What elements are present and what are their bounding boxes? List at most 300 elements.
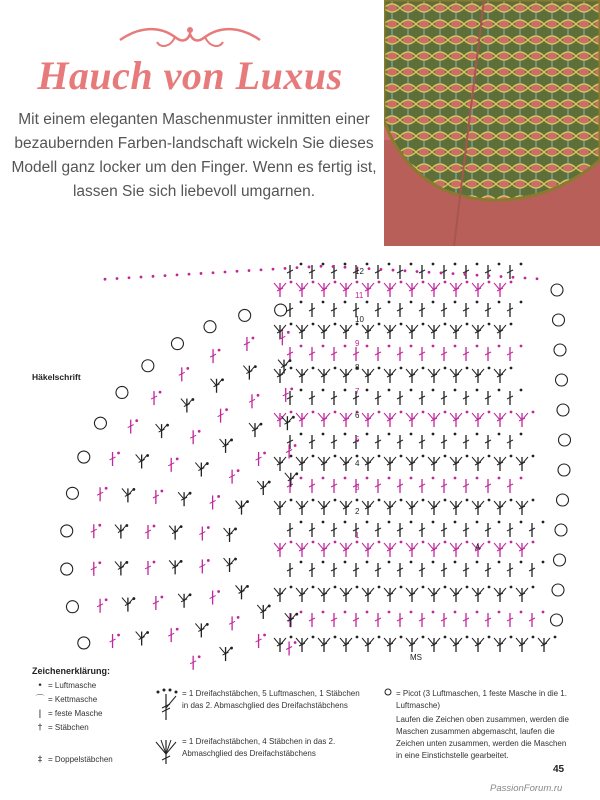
chain-dot: [218, 349, 221, 352]
stitch-fan: [368, 588, 374, 595]
chain-dot: [404, 269, 407, 272]
chain-dot: [498, 433, 501, 436]
start-marker: A: [475, 543, 481, 552]
chart-label: Häkelschrift: [32, 372, 81, 382]
chain-dot: [312, 499, 315, 502]
chain-dot: [290, 586, 293, 589]
chain-dot: [422, 411, 425, 414]
stitch-fan: [362, 369, 368, 376]
chain-dot: [378, 323, 381, 326]
chain-dot: [444, 455, 447, 458]
chain-dot: [322, 477, 325, 480]
stitch-fan: [384, 283, 390, 290]
stitch-fan: [195, 463, 201, 470]
chain-dot: [180, 525, 183, 528]
chain-dot: [176, 273, 179, 276]
chain-dot: [287, 331, 290, 334]
stitch-fan: [368, 413, 374, 420]
chain-dot: [366, 433, 369, 436]
chain-dot: [322, 521, 325, 524]
stitch-fan: [169, 526, 175, 533]
stitch-fan: [390, 588, 396, 595]
stitch-fan: [494, 369, 500, 376]
picot: [553, 314, 565, 326]
stitch-fan: [296, 501, 302, 508]
legend-combos: [152, 688, 362, 768]
stitch-fan: [406, 588, 412, 595]
chain-dot: [512, 276, 515, 279]
chain-dot: [125, 524, 128, 527]
picot: [554, 344, 566, 356]
chain-dot: [260, 268, 263, 271]
chain-dot: [410, 433, 413, 436]
chain-dot: [554, 636, 557, 639]
stitch-fan: [450, 413, 456, 420]
stitch-fan: [280, 325, 286, 332]
stitch-fan: [384, 543, 390, 550]
stitch-fan: [434, 457, 440, 464]
chain-dot: [454, 301, 457, 304]
chain-dot: [189, 492, 192, 495]
stitch-fan: [318, 413, 324, 420]
stitch-fan: [340, 325, 346, 332]
stitch-fan: [346, 325, 352, 332]
chain-dot: [510, 499, 513, 502]
chain-dot: [160, 596, 163, 599]
legend-title: Zeichenerklärung:: [32, 666, 111, 676]
stitch-fan: [494, 283, 500, 290]
chain-dot: [510, 411, 513, 414]
stitch-fan: [478, 638, 484, 645]
chain-dot: [432, 263, 435, 266]
stitch-fan: [516, 413, 522, 420]
stitch-fan: [362, 543, 368, 550]
chain-dot: [322, 561, 325, 564]
chain-dot: [476, 263, 479, 266]
stitch-fan: [478, 457, 484, 464]
chain-dot: [520, 433, 523, 436]
stitch-fan: [390, 457, 396, 464]
chain-dot: [388, 611, 391, 614]
chain-dot: [105, 598, 108, 601]
chain-dot: [432, 521, 435, 524]
chain-dot: [312, 586, 315, 589]
stitch-fan: [406, 638, 412, 645]
stitch-fan: [390, 325, 396, 332]
picot: [204, 321, 216, 333]
picot: [556, 374, 568, 386]
stitch-fan: [243, 366, 249, 373]
stitch-fan: [302, 588, 308, 595]
chain-dot: [432, 561, 435, 564]
stitch-fan: [428, 457, 434, 464]
chain-dot: [290, 367, 293, 370]
stitch-fan: [340, 638, 346, 645]
stitch-fan: [516, 543, 522, 550]
stitch-fan: [302, 325, 308, 332]
chain-dot: [116, 277, 119, 280]
chain-dot: [498, 389, 501, 392]
stitch-fan: [296, 457, 302, 464]
stitch-fan: [346, 413, 352, 420]
picot: [66, 601, 78, 613]
chain-dot: [132, 488, 135, 491]
chain-dot: [366, 561, 369, 564]
picot: [555, 524, 567, 536]
stitch-fan: [434, 543, 440, 550]
stitch-fan: [274, 638, 280, 645]
stitch-fan: [406, 325, 412, 332]
picot: [239, 309, 251, 321]
chain-dot: [400, 586, 403, 589]
chain-dot: [466, 367, 469, 370]
chain-dot: [410, 345, 413, 348]
chain-dot: [300, 389, 303, 392]
chain-dot: [488, 323, 491, 326]
chain-dot: [334, 499, 337, 502]
chain-dot: [164, 274, 167, 277]
chain-dot: [378, 636, 381, 639]
stitch-fan: [362, 588, 368, 595]
chain-dot: [454, 521, 457, 524]
chain-dot: [444, 636, 447, 639]
stitch-fan: [324, 638, 330, 645]
chain-dot: [198, 655, 201, 658]
stitch-fan: [274, 588, 280, 595]
stitch-fan: [181, 399, 187, 406]
stitch-fan: [472, 413, 478, 420]
picot: [275, 304, 287, 316]
chain-dot: [454, 611, 457, 614]
stitch-fan: [122, 488, 128, 495]
stitch-fan: [434, 588, 440, 595]
stitch-fan: [412, 413, 418, 420]
chain-dot: [246, 585, 249, 588]
chain-dot: [98, 561, 101, 564]
stitch-fan: [406, 501, 412, 508]
chain-dot: [334, 541, 337, 544]
chain-dot: [388, 389, 391, 392]
chain-dot: [236, 270, 239, 273]
chain-dot: [422, 281, 425, 284]
chain-dot: [356, 281, 359, 284]
chain-dot: [520, 561, 523, 564]
chain-dot: [189, 593, 192, 596]
chain-dot: [432, 389, 435, 392]
picot: [78, 637, 90, 649]
stitch-fan: [136, 454, 142, 461]
round-number: 8: [355, 363, 360, 372]
stitch-fan: [456, 457, 462, 464]
chain-dot: [498, 611, 501, 614]
chain-dot: [476, 477, 479, 480]
stitch-fan: [324, 369, 330, 376]
chain-dot: [146, 454, 149, 457]
chain-dot: [532, 586, 535, 589]
legend-item-slip: ⌒ = Kettmasche: [32, 694, 152, 706]
stitch-fan: [434, 325, 440, 332]
stitch-fan: [450, 325, 456, 332]
stitch-fan: [500, 369, 506, 376]
chain-dot: [356, 499, 359, 502]
chain-dot: [388, 477, 391, 480]
stitch-fan: [384, 457, 390, 464]
chain-dot: [344, 263, 347, 266]
stitch-fan: [544, 638, 550, 645]
stitch-fan: [346, 369, 352, 376]
picot: [552, 584, 564, 596]
chain-dot: [422, 367, 425, 370]
chain-dot: [388, 301, 391, 304]
chain-dot: [400, 541, 403, 544]
watermark: PassionForum.ru: [490, 783, 563, 794]
chain-dot: [257, 394, 260, 397]
slip-stitch-icon: ⌒: [35, 695, 45, 705]
chain-dot: [153, 525, 156, 528]
chain-dot: [166, 424, 169, 427]
picot: [171, 338, 183, 350]
stitch-fan: [412, 501, 418, 508]
chain-dot: [466, 499, 469, 502]
stitch-fan: [522, 543, 528, 550]
chain-dot: [542, 611, 545, 614]
chain-dot: [344, 389, 347, 392]
stitch-fan: [450, 638, 456, 645]
stitch-fan: [412, 369, 418, 376]
stitch-fan: [122, 598, 128, 605]
chain-dot: [510, 367, 513, 370]
chain-dot: [320, 265, 323, 268]
crochet-chart: [45, 250, 585, 670]
chain-dot: [322, 301, 325, 304]
chain-dot: [225, 408, 228, 411]
chain-dot: [488, 541, 491, 544]
chain-dot: [263, 634, 266, 637]
chain-dot: [294, 444, 297, 447]
chain-dot: [378, 367, 381, 370]
stitch-fan: [434, 369, 440, 376]
chain-dot: [378, 499, 381, 502]
chain-dot: [290, 455, 293, 458]
chain-dot: [312, 455, 315, 458]
stitch-fan: [522, 457, 528, 464]
chain-dot: [207, 526, 210, 529]
stitch-fan: [478, 283, 484, 290]
stitch-fan: [500, 588, 506, 595]
chain-dot: [444, 281, 447, 284]
chain-dot: [300, 433, 303, 436]
chain-dot: [422, 636, 425, 639]
stitch-fan: [368, 325, 374, 332]
stitch-fan: [434, 283, 440, 290]
chain-dot: [334, 367, 337, 370]
chain-dot: [300, 521, 303, 524]
picot-icon: [380, 688, 396, 700]
chain-dot: [268, 481, 271, 484]
chain-dot: [312, 367, 315, 370]
chain-dot: [125, 561, 128, 564]
chain-dot: [454, 263, 457, 266]
chain-dot: [432, 477, 435, 480]
chain-dot: [488, 455, 491, 458]
chain-dot: [454, 477, 457, 480]
stitch-fan: [346, 588, 352, 595]
chain-dot: [410, 477, 413, 480]
round-number: 10: [355, 315, 364, 324]
stitch-fan: [450, 501, 456, 508]
chain-dot: [400, 281, 403, 284]
stitch-fan: [280, 457, 286, 464]
stitch-fan: [500, 543, 506, 550]
single-crochet-icon: ǀ: [38, 709, 42, 719]
shawl-photo: [384, 0, 600, 246]
stitch-fan: [178, 594, 184, 601]
stitch-fan: [500, 638, 506, 645]
stitch-fan: [522, 501, 528, 508]
chain-dot: [294, 641, 297, 644]
chain-dot: [432, 345, 435, 348]
chain-dot: [246, 500, 249, 503]
chain-dot: [410, 389, 413, 392]
stitch-fan: [340, 369, 346, 376]
stitch-fan: [274, 283, 280, 290]
chain-dot: [520, 389, 523, 392]
chain-dot: [334, 411, 337, 414]
stitch-fan: [368, 638, 374, 645]
stitch-fan: [516, 501, 522, 508]
chain-dot: [198, 430, 201, 433]
stitch-fan: [302, 543, 308, 550]
stitch-fan: [302, 413, 308, 420]
intro-text: Mit einem eleganten Maschenmuster inmitten einer bezaubernden Farben-landschaft wickeln Sie dieses Modell ganz locker um den Finger. Wenn es fertig ist, lassen Sie sich liebevoll umgarnen.: [11, 111, 377, 200]
stitch-fan: [324, 283, 330, 290]
chain-dot: [312, 281, 315, 284]
chain-dot: [207, 559, 210, 562]
stitch-fan: [456, 501, 462, 508]
chain-dot: [200, 272, 203, 275]
stitch-fan: [236, 585, 242, 592]
chain-dot: [410, 263, 413, 266]
legend-note: Laufen die Zeichen oben zusammen, werden die Maschen zusammen abgemascht, laufen die Zeichen unten zusammen, werden die Maschen in eine Einstichstelle gearbeitet.: [396, 715, 569, 760]
picot: [551, 284, 563, 296]
chain-dot: [488, 274, 491, 277]
stitch-fan: [318, 543, 324, 550]
chain-dot: [476, 433, 479, 436]
picot: [558, 464, 570, 476]
chain-dot: [322, 611, 325, 614]
stitch-fan: [384, 325, 390, 332]
chain-dot: [380, 268, 383, 271]
stitch-fan: [412, 588, 418, 595]
stitch-fan: [280, 501, 286, 508]
chain-dot: [410, 611, 413, 614]
stitch-fan: [318, 283, 324, 290]
round-number: 12: [355, 267, 364, 276]
chain-dot: [378, 541, 381, 544]
chain-dot: [290, 323, 293, 326]
chain-dot: [128, 276, 131, 279]
chain-dot: [237, 469, 240, 472]
chain-dot: [224, 271, 227, 274]
stitch-fan: [456, 588, 462, 595]
chain-dot: [454, 389, 457, 392]
chain-dot: [410, 521, 413, 524]
stitch-fan: [390, 413, 396, 420]
stitch-fan: [494, 588, 500, 595]
chain-dot: [388, 521, 391, 524]
stitch-fan: [224, 558, 230, 565]
stitch-fan: [384, 369, 390, 376]
stitch-fan: [478, 325, 484, 332]
stitch-fan: [384, 501, 390, 508]
round-number: 3: [355, 483, 360, 492]
page-number: 45: [553, 764, 565, 775]
legend-item-treble: ‡ = Doppelstäbchen: [32, 754, 152, 766]
stitch-fan: [340, 457, 346, 464]
round-number: 1: [355, 531, 360, 540]
stitch-fan: [224, 528, 230, 535]
stitch-fan: [390, 543, 396, 550]
chain-dot: [440, 272, 443, 275]
stitch-fan: [500, 501, 506, 508]
chain-dot: [153, 561, 156, 564]
stitch-fan: [456, 325, 462, 332]
stitch-fan: [412, 283, 418, 290]
chain-dot: [532, 499, 535, 502]
stitch-fan: [456, 543, 462, 550]
stitch-fan: [136, 632, 142, 639]
stitch-fan: [478, 501, 484, 508]
chain-dot: [422, 541, 425, 544]
chain-dot: [230, 439, 233, 442]
chain-dot: [444, 586, 447, 589]
stitch-fan: [296, 588, 302, 595]
stitch-fan: [472, 457, 478, 464]
chain-dot: [290, 411, 293, 414]
stitch-fan: [296, 325, 302, 332]
chain-dot: [378, 455, 381, 458]
chain-dot: [334, 636, 337, 639]
stitch-fan: [362, 283, 368, 290]
chain-dot: [132, 597, 135, 600]
chain-dot: [466, 281, 469, 284]
chain-dot: [322, 345, 325, 348]
legend-combo-1: = 1 Dreifachstäbchen, 5 Luftmaschen, 1 Stäbchen in das 2. Abmaschglied des Dreifachstäbchens: [152, 688, 362, 722]
chain-dot: [366, 477, 369, 480]
round-number: 6: [355, 411, 360, 420]
stitch-fan: [318, 325, 324, 332]
stitch-fan: [318, 588, 324, 595]
chain-dot: [452, 272, 455, 275]
chain-dot: [290, 541, 293, 544]
stitch-fan: [472, 283, 478, 290]
picot: [116, 386, 128, 398]
stitch-fan: [274, 501, 280, 508]
chain-dot: [476, 345, 479, 348]
chain-dot: [524, 277, 527, 280]
chain-dot: [290, 388, 293, 391]
chain-dot: [117, 452, 120, 455]
chain-dot: [400, 367, 403, 370]
chain-dot: [332, 265, 335, 268]
stitch-fan: [428, 543, 434, 550]
chain-dot: [206, 462, 209, 465]
chain-dot: [476, 389, 479, 392]
stitch-fan: [324, 457, 330, 464]
stitch-fan: [434, 638, 440, 645]
chain-dot: [422, 323, 425, 326]
combo-triple-chain-icon: [152, 688, 180, 722]
